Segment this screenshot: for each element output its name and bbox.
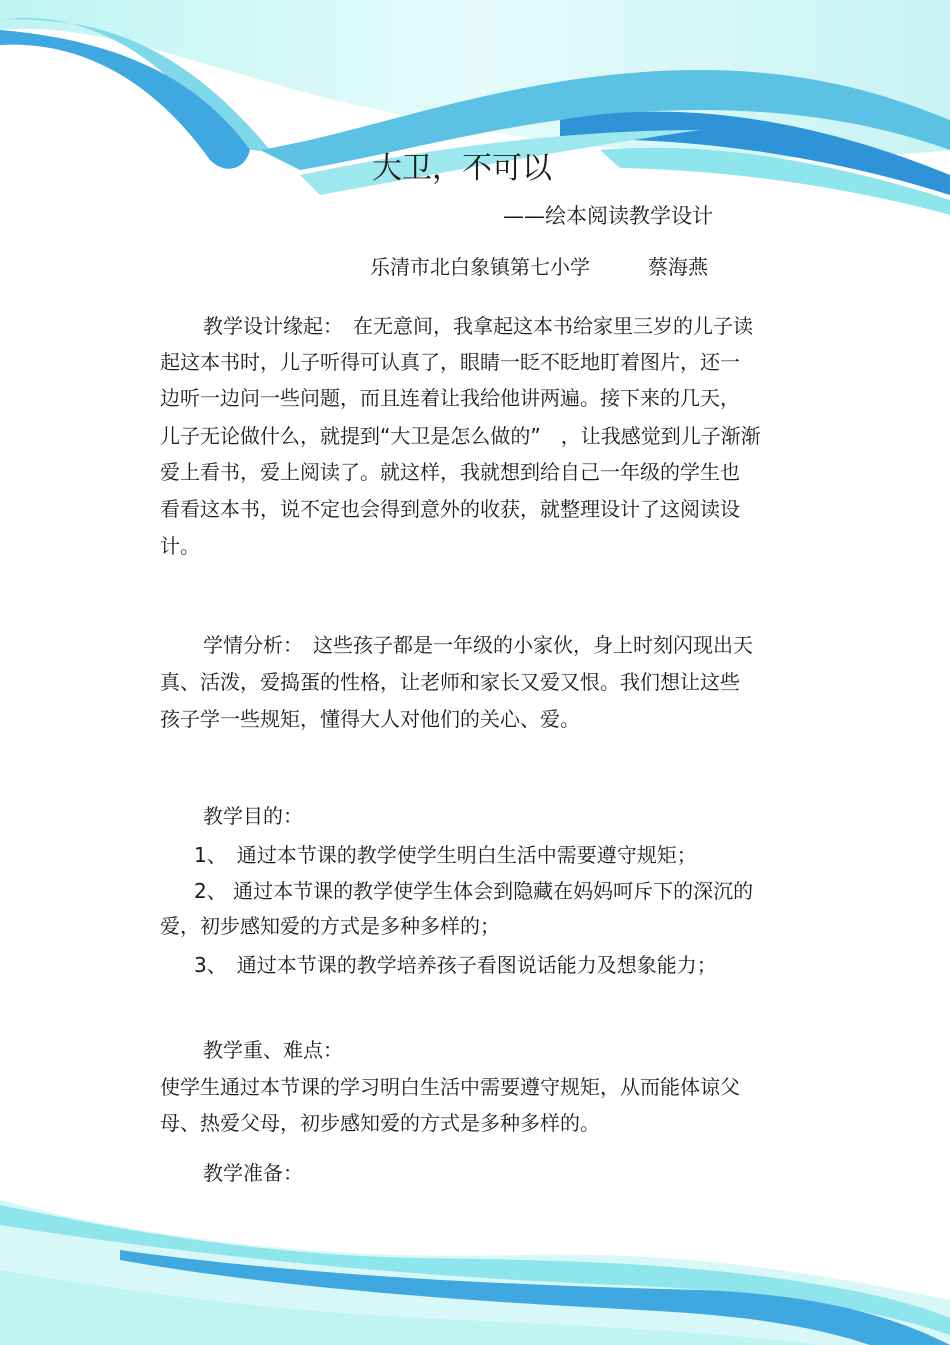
analysis-line: 真、活泼，爱捣蛋的性格，让老师和家长又爱又恨。我们想让这些 bbox=[160, 670, 740, 694]
origin-line: 儿子无论做什么，就提到“大卫是怎么做的” ，让我感觉到儿子渐渐 bbox=[160, 424, 761, 448]
origin-line: 计。 bbox=[160, 534, 200, 558]
document-subtitle: ——绘本阅读教学设计 bbox=[503, 204, 713, 228]
goal-item: 3、 通过本节课的教学培养孩子看图说话能力及想象能力； bbox=[194, 953, 717, 977]
origin-line: 看看这本书，说不定也会得到意外的收获，就整理设计了这阅读设 bbox=[160, 497, 740, 521]
goal-item: 2、 通过本节课的教学使学生体会到隐藏在妈妈呵斥下的深沉的 bbox=[194, 879, 754, 903]
document-title: 大卫，不可以 bbox=[372, 151, 552, 186]
goal-item-continuation: 爱，初步感知爱的方式是多种多样的； bbox=[160, 914, 500, 938]
origin-line: 教学设计缘起： 在无意间，我拿起这本书给家里三岁的儿子读 bbox=[203, 314, 753, 338]
preparation-heading: 教学准备： bbox=[203, 1161, 303, 1185]
key-points-line: 使学生通过本节课的学习明白生活中需要遵守规矩，从而能体谅父 bbox=[160, 1075, 740, 1099]
author-name: 蔡海燕 bbox=[648, 255, 708, 279]
origin-line: 起这本书时，儿子听得可认真了，眼睛一眨不眨地盯着图片，还一 bbox=[160, 350, 740, 374]
author-school: 乐清市北白象镇第七小学 bbox=[370, 255, 590, 279]
analysis-line: 学情分析： 这些孩子都是一年级的小家伙，身上时刻闪现出天 bbox=[203, 633, 753, 657]
origin-line: 爱上看书，爱上阅读了。就这样，我就想到给自己一年级的学生也 bbox=[160, 460, 740, 484]
key-points-heading: 教学重、难点： bbox=[203, 1038, 343, 1062]
analysis-line: 孩子学一些规矩，懂得大人对他们的关心、爱。 bbox=[160, 707, 580, 731]
bottom-wave-decoration bbox=[0, 1200, 950, 1345]
goals-heading: 教学目的： bbox=[203, 804, 303, 828]
origin-line: 边听一边问一些问题，而且连着让我给他讲两遍。接下来的几天， bbox=[160, 386, 740, 410]
key-points-line: 母、热爱父母，初步感知爱的方式是多种多样的。 bbox=[160, 1111, 600, 1135]
goal-item: 1、 通过本节课的教学使学生明白生活中需要遵守规矩； bbox=[194, 843, 697, 867]
